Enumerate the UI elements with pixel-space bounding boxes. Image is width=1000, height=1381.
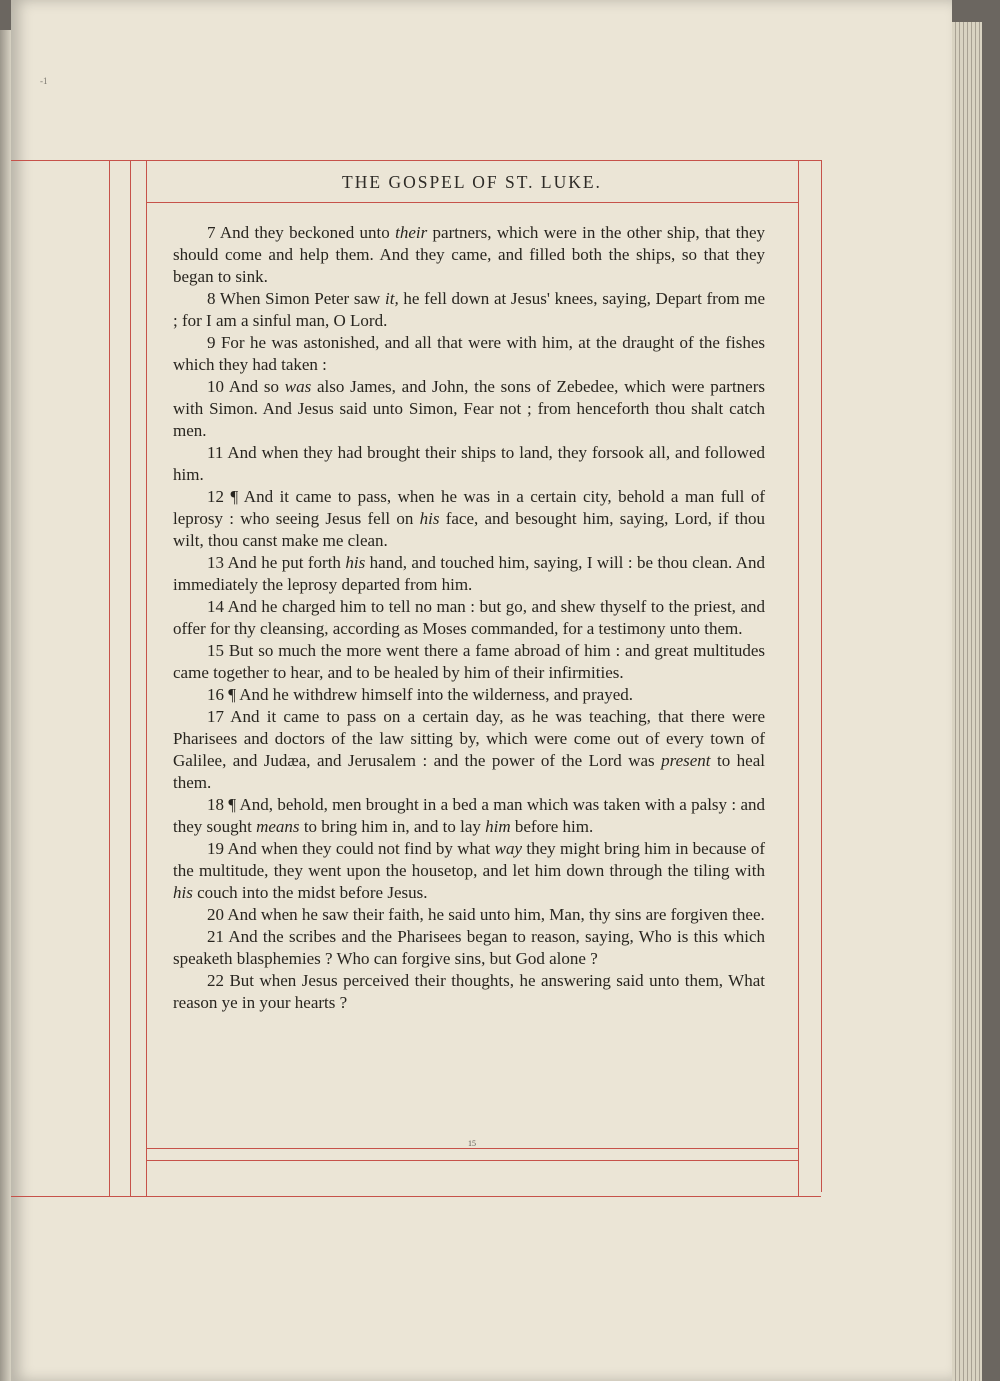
verse-7 (173, 222, 765, 288)
italic-word: way (494, 839, 523, 858)
verse-number: 12 (207, 487, 224, 506)
verse-8 (173, 288, 765, 332)
verse-22 (173, 970, 765, 1014)
verse-19 (173, 838, 765, 904)
verse-text: ¶ And it came to pass, when he was in a certain city, behold a man full of leprosy : who seeing Jesus fell on (173, 487, 766, 528)
italic-word: their (395, 223, 428, 242)
verse-21 (173, 926, 765, 970)
verse-number: 18 (207, 795, 224, 814)
verse-20 (173, 904, 765, 926)
verse-12 (173, 486, 765, 552)
rule-footer (146, 1160, 798, 1161)
verse-text: to bring him in, and to lay (299, 817, 486, 836)
verse-text: And they beckoned unto (219, 223, 396, 242)
verse-text: And when he saw their faith, he said unto him, Man, thy sins are forgiven thee. (227, 905, 765, 924)
verse-number: 13 (207, 553, 224, 572)
verse-text: And when they had brought their ships to land, they forsook all, and followed him. (173, 443, 765, 484)
verse-number: 20 (207, 905, 224, 924)
verse-9 (173, 332, 765, 376)
verse-17 (173, 706, 765, 794)
verse-text: he fell down at Jesus' knees, saying, Depart from me ; for I am a sinful man, O Lord. (173, 289, 766, 330)
verse-number: 22 (207, 971, 224, 990)
italic-word: was (284, 377, 312, 396)
verse-text: But so much the more went there a fame abroad of him : and great multitudes came together to hear, and to be healed by him of their infirmities. (173, 641, 765, 682)
verse-10 (173, 376, 765, 442)
verse-text: hand, and touched him, saying, I will : be thou clean. And immediately the leprosy departed from him. (173, 553, 766, 594)
verse-text: ¶ And he withdrew himself into the wilderness, and prayed. (228, 685, 634, 704)
verse-text: they might bring him in because of the multitude, they went upon the housetop, and let him down through the tiling with (173, 839, 766, 880)
verse-text: also James, and John, the sons of Zebedee, which were partners with Simon. And Jesus said unto Simon, Fear not ; from henceforth thou shalt catch men. (173, 377, 765, 440)
italic-word: his (419, 509, 440, 528)
verse-text: And so (228, 377, 285, 396)
rule-text-right (798, 160, 799, 1196)
verse-text: ¶ And, behold, men brought in a bed a man which was taken with a palsy : and they sought (173, 795, 765, 836)
italic-word: it, (385, 289, 399, 308)
italic-word: him (485, 817, 511, 836)
verse-number: 16 (207, 685, 224, 704)
italic-word: his (345, 553, 366, 572)
previous-page-edge (0, 30, 11, 1381)
verse-number: 14 (207, 597, 224, 616)
verse-text: partners, which were in the other ship, that they should come and help them. And they came, and filled both the ships, so that they began to sink. (173, 223, 765, 286)
rule-text-left (146, 160, 147, 1196)
scripture-text (173, 222, 765, 1014)
page-stack-edge (952, 22, 982, 1381)
rule-right-outer (821, 160, 822, 1192)
verse-text: And he put forth (227, 553, 346, 572)
verse-number: 10 (207, 377, 224, 396)
verse-text: And when they could not find by what (227, 839, 495, 858)
verse-number: 7 (207, 223, 216, 242)
verse-number: 8 (207, 289, 216, 308)
verse-text: And the scribes and the Pharisees began to reason, saying, Who is this which speaketh blasphemies ? Who can forgive sins, but God alone ? (173, 927, 765, 968)
folio-number: 15 (468, 1139, 476, 1148)
rule-left-outer (109, 160, 110, 1196)
verse-text: to heal them. (173, 751, 765, 792)
rule-left-inner (130, 160, 131, 1196)
verse-14 (173, 596, 765, 640)
corner-mark: -1 (40, 76, 48, 86)
rule-under-heading (146, 202, 798, 203)
verse-text: before him. (510, 817, 594, 836)
italic-word: his (173, 883, 193, 902)
verse-16 (173, 684, 765, 706)
verse-13 (173, 552, 765, 596)
running-heading: THE GOSPEL OF ST. LUKE. (342, 172, 602, 192)
verse-text: For he was astonished, and all that were with him, at the draught of the fishes which they had taken : (173, 333, 766, 374)
italic-word: means (256, 817, 300, 836)
verse-text: couch into the midst before Jesus. (192, 883, 428, 902)
italic-word: present (661, 751, 711, 770)
verse-number: 17 (207, 707, 224, 726)
verse-11 (173, 442, 765, 486)
verse-text: When Simon Peter saw (219, 289, 386, 308)
rule-above-footer (146, 1148, 798, 1149)
verse-text: And it came to pass on a certain day, as he was teaching, that there were Pharisees and doctors of the law sitting by, which were come out of every town of Galilee, and Judæa, and Jerusalem : and the power of the Lord was (173, 707, 765, 770)
verse-number: 21 (207, 927, 224, 946)
verse-18 (173, 794, 765, 838)
verse-number: 19 (207, 839, 224, 858)
verse-15 (173, 640, 765, 684)
verse-number: 15 (207, 641, 224, 660)
verse-text: And he charged him to tell no man : but go, and shew thyself to the priest, and offer for thy cleansing, according as Moses commanded, for a testimony unto them. (173, 597, 765, 638)
verse-number: 9 (207, 333, 216, 352)
verse-number: 11 (207, 443, 224, 462)
verse-text: But when Jesus perceived their thoughts, he answering said unto them, What reason ye in your hearts ? (173, 971, 765, 1012)
rule-outer-bottom (11, 1196, 821, 1197)
verse-text: face, and besought him, saying, Lord, if thou wilt, thou canst make me clean. (173, 509, 765, 550)
